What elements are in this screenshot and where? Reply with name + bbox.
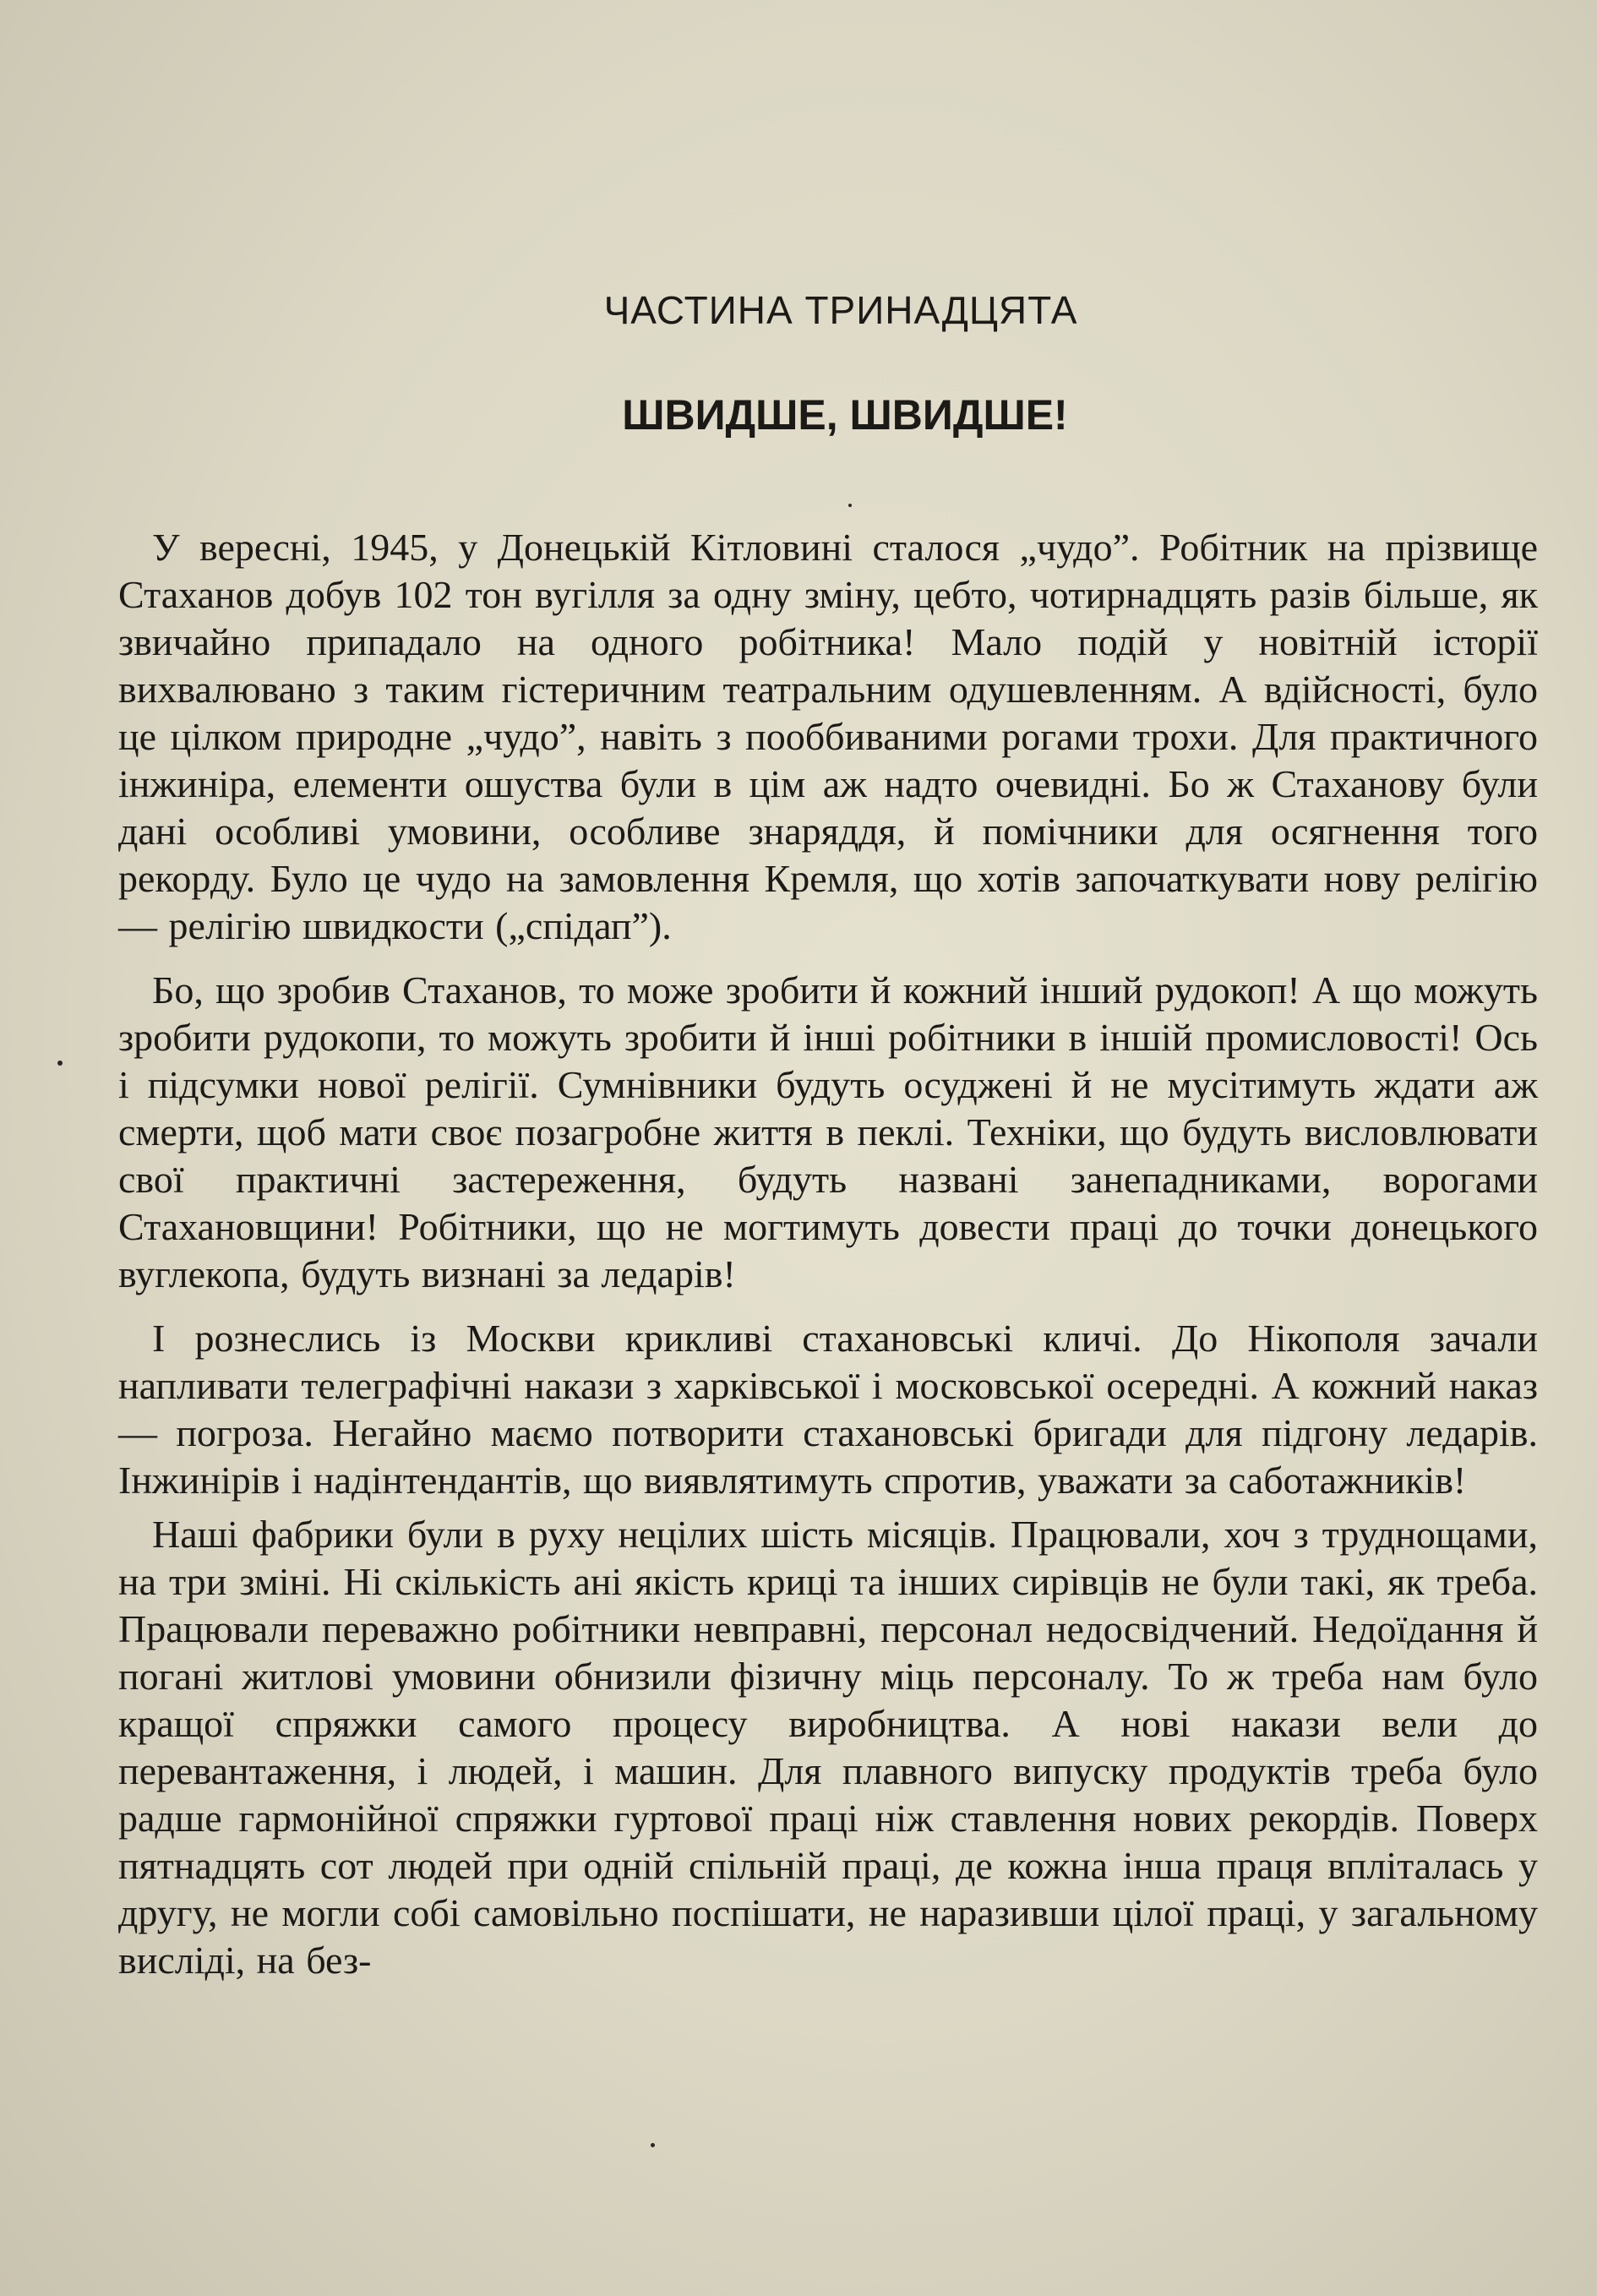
paragraph-2: Бо, що зробив Стаханов, то може зробити й кожний інший рудокоп! А що можуть зробити рудокопи, то можуть зробити й інші робітники в іншій промисловості! Ось і підсумки нової релігії. Сумнівники будуть осуджені й не мусітимуть ждати аж смерти, щоб мати своє позагробне життя в пеклі. Техніки, що будуть висловлювати свої практичні застереження, будуть названі занепадниками, ворогами Стахановщини! Робітники, що не могтимуть довести праці до точки донецького вуглекопа, будуть визнані за ледарів! <box>118 968 1538 1295</box>
page-content <box>118 287 1538 2001</box>
ink-speck <box>651 2143 655 2147</box>
ink-speck <box>848 504 852 507</box>
chapter-title: ШВИДШЕ, ШВИДШЕ! <box>622 391 1068 439</box>
paragraph-3: І рознеслись із Москви крикливі стахановські кличі. До Нікополя зачали напливати телеграфічні накази з харківської і московської осередні. А кожний наказ — погроза. Негайно маємо потворити стахановські бригади для підгону ледарів. Інжинірів і надінтендантів, що виявлятимуть спротив, уважати за саботажників! <box>118 1317 1538 1502</box>
part-title: ЧАСТИНА ТРИНАДЦЯТА <box>603 288 1078 332</box>
ink-speck <box>57 1061 63 1066</box>
paragraph-4: Наші фабрики були в руху нецілих шість місяців. Працювали, хоч з труднощами, на три зміні. Ні скількість ані якість криці та інших сирівців не були такі, як треба. Працювали переважно робітники невправні, персонал недосвідчений. Недоїдання й погані житлові умовини обнизили фізичну міць персоналу. То ж треба нам було кращої спряжки самого процесу виробництва. А нові накази вели до перевантаження, і людей, і машин. Для плавного випуску продуктів треба було радше гармонійної спряжки гуртової праці ніж ставлення нових рекордів. Поверх пятнадцять сот людей при одній спільній праці, де кожна інша праця впліталась у другу, не могли собі самовільно поспішати, не наразивши цілої праці, у загальному висліді, на без- <box>118 1513 1538 1982</box>
paragraph-1: У вересні, 1945, у Донецькій Кітловині сталося „чудо”. Робітник на прізвище Стаханов добув 102 тон вугілля за одну зміну, цебто, чотирнадцять разів більше, як звичайно припадало на одного робітника! Мало подій у новітній історії вихвалювано з таким гістеричним театральним одушевленням. А вдійсності, було це цілком природне „чудо”, навіть з пооббиваними рогами трохи. Для практичного інжиніра, елементи ошуства були в цім аж надто очевидні. Бо ж Стаханову були дані особливі умовини, особливе знаряддя, й помічники для осягнення того рекорду. Було це чудо на замовлення Кремля, що хотів започаткувати нову релігію — релігію швидкости („спідап”). <box>118 526 1538 947</box>
